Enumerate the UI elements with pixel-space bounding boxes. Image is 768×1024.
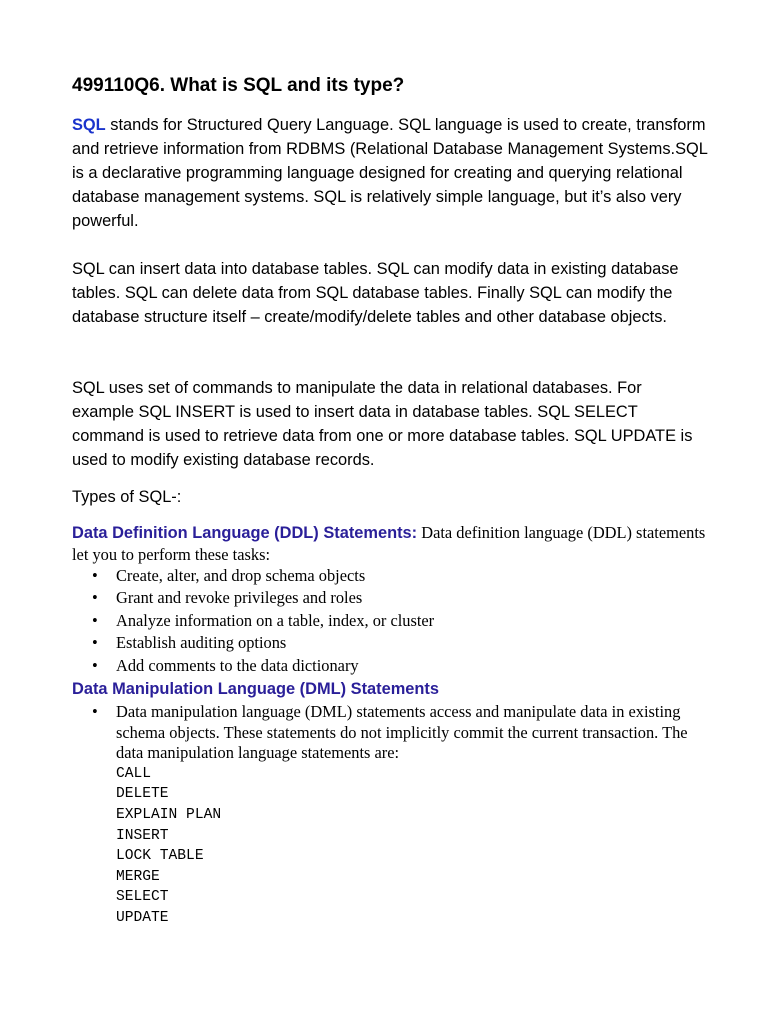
ddl-section-intro (72, 522, 712, 565)
list-item: • Analyze information on a table, index, or cluster (92, 610, 692, 632)
dml-statement-list (116, 764, 692, 929)
dml-statement: UPDATE (116, 909, 169, 926)
ddl-heading: Data Definition Language (DDL) Statements: (72, 524, 418, 542)
bullet-icon: • (92, 610, 98, 630)
list-item (92, 702, 692, 929)
bullet-icon: • (92, 633, 98, 653)
bullet-icon: • (92, 702, 98, 721)
dml-heading: Data Manipulation Language (DML) Statements (72, 680, 439, 698)
dml-statement: INSERT (116, 827, 169, 844)
dml-statement: LOCK TABLE (116, 848, 204, 865)
intro-text: stands for Structured Query Language. SQL language is used to create, transform and retrieve information from RDBMS (Relational Database Management Systems.SQL is a declarative programming language designed for creating and querying relational database management systems. SQL is relatively simple language, but it’s also very powerful. (72, 116, 708, 230)
ddl-task-list (92, 565, 692, 677)
ddl-description: Data definition language (DDL) statements let you to perform these tasks: (72, 523, 706, 564)
commands-paragraph: SQL uses set of commands to manipulate the data in relational databases. For example SQL INSERT is used to insert data in database tables. SQL SELECT command is used to retrieve data from one or more database tables. SQL UPDATE is used to modify existing database records. (72, 379, 693, 469)
dml-statement: SELECT (116, 889, 169, 906)
list-item: • Add comments to the data dictionary (92, 655, 692, 677)
types-label: Types of SQL-: (72, 488, 182, 506)
sql-term: SQL (72, 116, 106, 134)
dml-list (92, 702, 692, 929)
dml-description: Data manipulation language (DML) statements access and manipulate data in existing schema objects. These statements do not implicitly commit the current transaction. The data manipulation language statements are: (116, 702, 688, 763)
dml-statement: EXPLAIN PLAN (116, 806, 222, 823)
dml-statement: DELETE (116, 786, 169, 803)
bullet-icon: • (92, 566, 98, 585)
list-item: • Establish auditing options (92, 632, 692, 654)
list-item: • Grant and revoke privileges and roles (92, 587, 692, 609)
list-item: • Create, alter, and drop schema objects (92, 565, 692, 587)
page-title: 499110Q6. What is SQL and its type? (72, 75, 405, 96)
dml-statement: CALL (116, 765, 152, 782)
bullet-icon: • (92, 588, 98, 608)
bullet-icon: • (92, 655, 98, 675)
intro-paragraph (72, 113, 708, 233)
dml-statement: MERGE (116, 868, 160, 885)
capabilities-paragraph: SQL can insert data into database tables. SQL can modify data in existing database tables. SQL can delete data from SQL database tables. Finally SQL can modify the database structure itself – create/modify/delete tables and other database objects. (72, 260, 679, 326)
